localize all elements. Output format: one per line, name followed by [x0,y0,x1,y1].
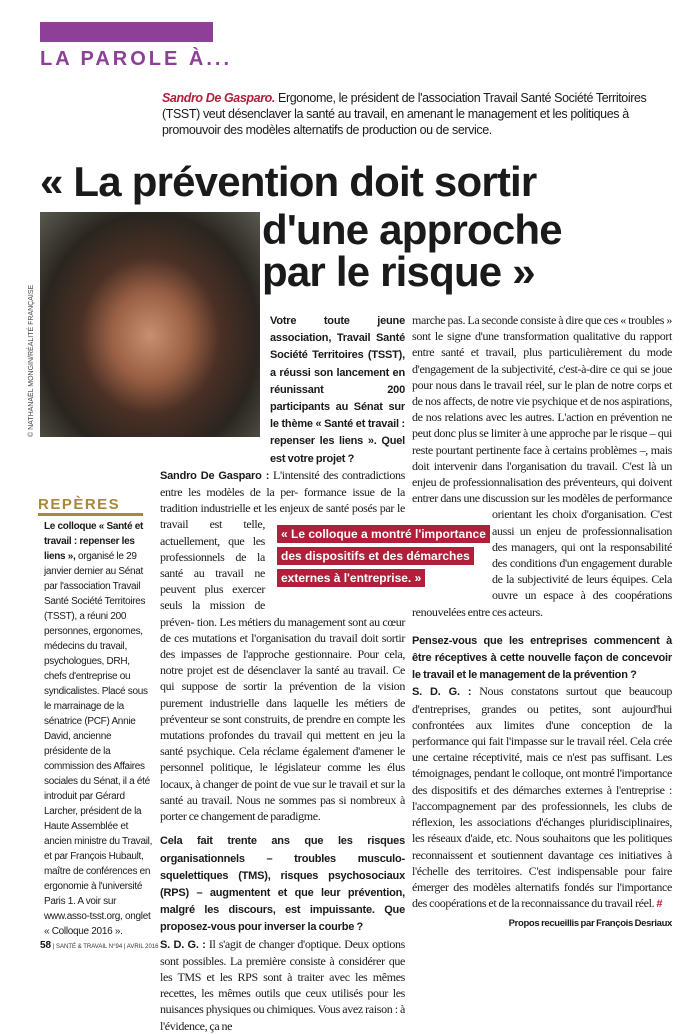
reperes-bold: Le colloque « Santé et travail : repenser les liens », [44,521,143,562]
answer-1-continued: formance issue de la tradition industrielle et les enjeux de santé posés par le travail est telle, actuellement, que les professionnels de la santé au travail ne peuvent plus exercer seuls la mission de préven- [160,485,406,629]
answer-2-narrow: les choix d'organisation. C'est aussi un enjeu de professionnalisation des managers, qui ont la responsabilité des conditions d'un engagement durable de la subjectivité de leurs équipes. Cela [492,507,672,587]
pull-quote-line: des dispositifs et des démarches [277,547,474,565]
reperes-body: organisé le 29 janvier dernier au Sénat par l'association Travail Santé Société Territoires (TSST), a réuni 200 personnes, ergonomes, médecins du travail, psychologues, DRH, chefs d'entreprise ou syndicalistes. Placé sous le marrainage de la sénatrice (PCF) Annie David, ancienne présidente de la commission des Affaires sociales du Sénat, il a été introduit par Gérard Larcher, président de la Haute Assemblée et ancien ministre du Travail, et par François Hubault, maître de conférences en ergonomie à l'université Paris 1. A voir sur www.asso-tsst.org, onglet « Colloque 2016 ». [44,551,153,937]
rubric-title: LA PAROLE À... [40,48,232,70]
headline-line-1: « La prévention doit sortir [40,158,537,205]
lead-paragraph [162,90,662,138]
footer-text: | SANTÉ & TRAVAIL N°94 | AVRIL 2016 [51,944,159,950]
answer-1-end: gestionnaire. Pour cela, notre projet est de désenclaver la santé au travail. Ce qui suppose de sortir la prévention de la vision purement industrielle dans laquelle les métiers de préventeur se sont construits, de prendre en compte les mutations profondes du travail qui mettent en jeu la santé psychique. Cela réclame également d'amener le personnel politique, le législateur comme les élus locaux, à changer de point de vue sur le travail et sur la santé au travail. Nous ne sommes pas si nombreux à porter ce changement de paradigme. [160,647,405,824]
pull-quote [277,525,486,591]
answer-3-text: Nous constatons surtout que beaucoup d'entreprises, grandes ou petites, sont aujourd'hui confrontées aux limites d'une conception de la performance qui fait l'impasse sur le travail réel. Cela crée une certaine réceptivité, mais ce n'est pas suffisant. Les témoignages, pendant le colloque, ont montré l'importance des dispositifs et des démarches externes à l'entreprise : l'accompagnement par des professionnels, les clubs de réflexion, les associations d'échanges pluridisciplinaires, les réseaux d'aide, etc. Nous souhaitons que les politiques reconnaissent et soutiennent davantage ces initiatives à l'échelle des territoires. C'est indispensable pour faire émerger des modèles alternatifs fondés sur l'importance des coopérations et de la reconnaissance du travail réel. [412,684,672,911]
headline-line-3: par le risque » [262,248,535,295]
reperes-title: REPÈRES [38,496,121,513]
photo-credit: © NATHANAËL MONGIN/RÉALITÉ FRANÇAISE [28,284,35,437]
answer-2-continued: marche pas. La seconde consiste à dire que ces « troubles » sont le signe d'une transformation qualitative du rapport entre santé et travail, plus particulièrement du mode d'engagement de la subjectivité, c'est-à-dire ce qui se joue pour nous dans le travail réel, sur le plan de notre corps et de nos affects, de notre vie psychique et de nos aspirations, de nos relations avec les autres. L'action en prévention ne peut donc plus se limiter à une approche par le risque – qui reste pourtant pertinente face à certains problèmes –, mais doit intervenir dans l'organisation du travail. C'est là un enjeu de professionnalisation des préventeurs, qui doivent entrer dans une discussion sur les modèles de performance orientant [412,313,672,522]
question-3: Pensez-vous que les entreprises commencent à être réceptives à cette nouvelle façon de concevoir le travail et le management de la prévention ? [412,634,672,682]
answer-2-speaker: S. D. G. : [160,938,206,951]
reperes-underline [38,513,143,516]
answer-2-end: ouvre un espace à des coopérations renouvelées entre ces acteurs. [412,588,672,619]
lead-name: Sandro De Gasparo. [162,91,275,105]
reperes-text [44,519,154,939]
answer-1-speaker: Sandro De Gasparo : [160,469,270,482]
rubric-bar [40,22,213,42]
answer-3-speaker: S. D. G. : [412,686,472,699]
right-column [412,312,672,933]
question-1: Votre toute jeune association, Travail Santé Société Territoires (TSST), a réussi son lancement en réunissant 200 participants au Sénat sur le thème « Santé et travail : repenser les liens ». Quel est votre projet ? [270,315,405,465]
page-number: 58 [40,940,52,951]
middle-column [160,312,405,1034]
page-footer [40,940,158,951]
answer-1-text: L'intensité des contradictions entre les modèles de la per- [160,467,405,500]
photo-wrap-space [160,312,270,462]
signature: Propos recueillis par François Desriaux [508,918,672,930]
lead-text: Ergonome, le président de l'association Travail Santé Société Territoires (TSST) veut désenclaver la santé au travail, en amenant le management et les politiques à promouvoir des modèles alternatifs de production ou de service. [162,91,647,137]
pull-quote-line: externes à l'entreprise. » [277,569,425,587]
answer-1-narrow: tion. Les métiers du management sont au cœur de ces mutations et l'organisation du travail doit sortir des impasses de l'approche [160,614,405,662]
pull-quote-line: « Le colloque a montré l'importance [277,525,490,543]
end-mark: # [656,898,663,911]
headline-line-2: d'une approche [262,206,562,253]
question-2: Cela fait trente ans que les risques organisationnels – troubles musculo-squelettiques (TMS), risques psychosociaux (RPS) – augmentent et que leur prévention, malgré les discours, est impuissante. Que proposez-vous pour inverser la courbe ? [160,835,405,934]
answer-2-text: Il s'agit de changer d'optique. Deux options sont possibles. La première consiste à considérer que les TMS et les RPS sont à traiter avec les mêmes recettes, les mêmes outils que ceux utilisés pour les nuisances physiques ou chimiques. Vous avez raison : à l'évidence, ça ne [160,936,405,1033]
